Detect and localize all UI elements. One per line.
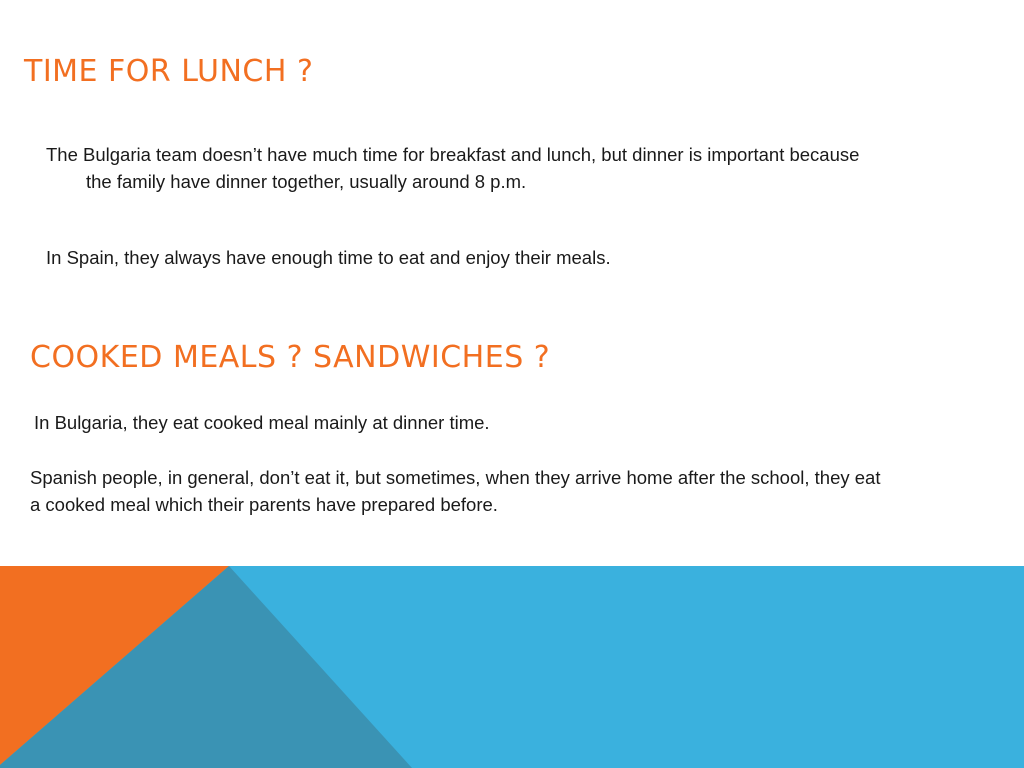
heading-time-for-lunch: TIME FOR LUNCH ? xyxy=(24,54,314,89)
paragraph-spain-meal-times: In Spain, they always have enough time to eat and enjoy their meals. xyxy=(46,247,611,268)
paragraph-spain-cooked-meals: Spanish people, in general, don’t eat it, but sometimes, when they arrive home after the school, they eat a cooked meal which their parents have prepared before. xyxy=(30,467,881,515)
decorative-banner xyxy=(0,566,1024,768)
heading-cooked-meals-sandwiches: COOKED MEALS ? SANDWICHES ? xyxy=(30,340,551,375)
paragraph-bulgaria-cooked-meals: In Bulgaria, they eat cooked meal mainly at dinner time. xyxy=(34,412,490,433)
paragraph-bulgaria-meal-times: The Bulgaria team doesn’t have much time for breakfast and lunch, but dinner is important because the family have dinner together, usually around 8 p.m. xyxy=(46,144,860,192)
